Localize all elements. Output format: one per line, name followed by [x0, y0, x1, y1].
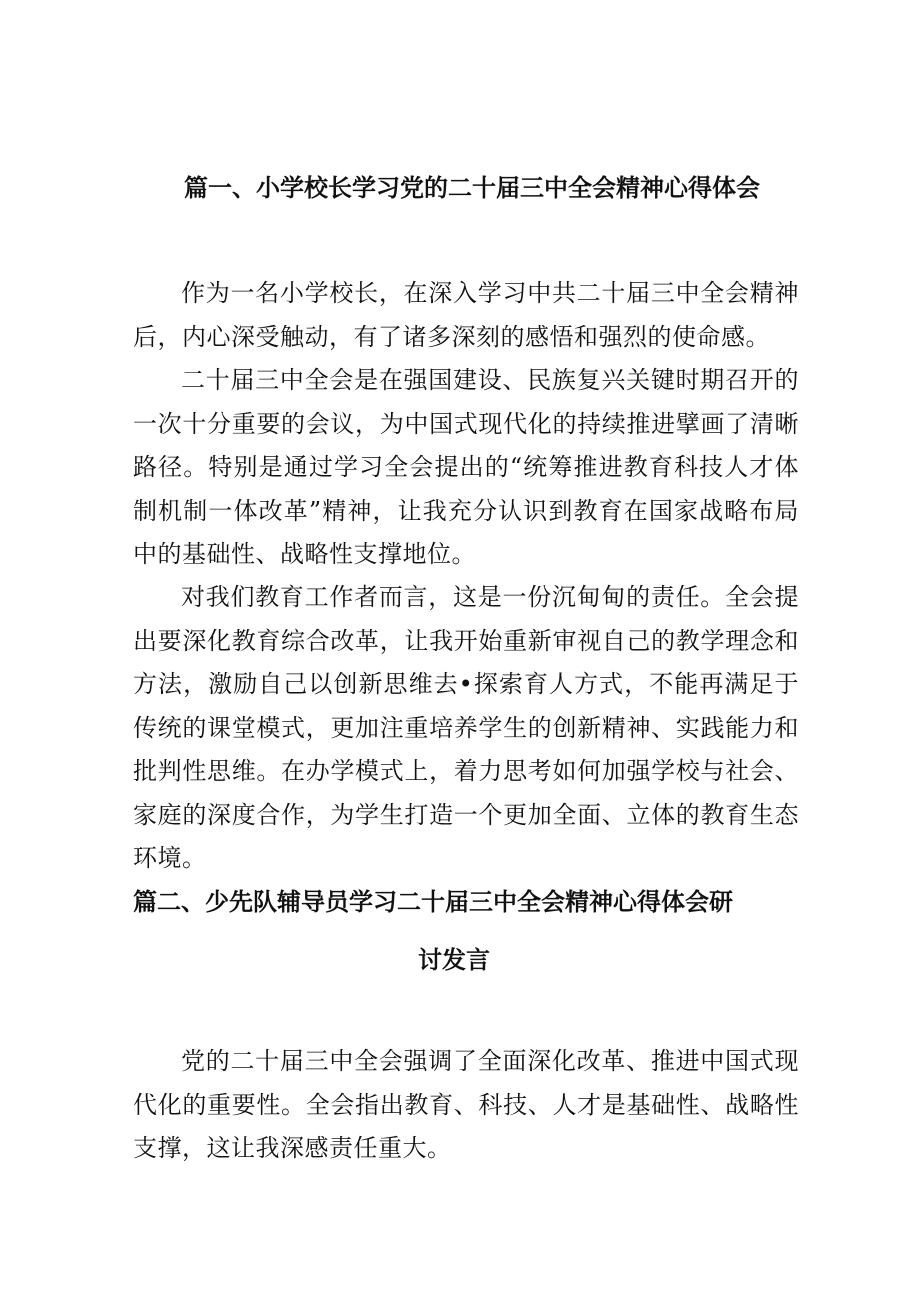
section-2-title-line-1: 篇二、少先队辅导员学习二十届三中全会精神心得体会研 [133, 888, 733, 916]
section-1-paragraph-2: 二十届三中全会是在强国建设、民族复兴关键时期召开的一次十分重要的会议，为中国式现代化的持续推进擘画了清晰路径。特别是通过学习全会提出的“统筹推进教育科技人才体制机制一体改革”精神，让我充分认识到教育在国家战略布局中的基础性、战略性支撑地位。 [133, 366, 799, 568]
section-1-paragraph-3: 对我们教育工作者而言，这是一份沉甸甸的责任。全会提出要深化教育综合改革，让我开始重新审视自己的教学理念和方法，激励自己以创新思维去•探索育人方式，不能再满足于传统的课堂模式，更加注重培养学生的创新精神、实践能力和批判性思维。在办学模式上，着力思考如何加强学校与社会、家庭的深度合作，为学生打造一个更加全面、立体的教育生态环境。 [133, 583, 799, 872]
section-2-paragraph-1: 党的二十届三中全会强调了全面深化改革、推进中国式现代化的重要性。全会指出教育、科技、人才是基础性、战略性支撑，这让我深感责任重大。 [133, 1047, 799, 1162]
section-1-paragraph-1: 作为一名小学校长，在深入学习中共二十届三中全会精神后，内心深受触动，有了诸多深刻的感悟和强烈的使命感。 [133, 279, 799, 351]
section-1-title: 篇一、小学校长学习党的二十届三中全会精神心得体会 [184, 174, 760, 202]
section-2-title-line-2: 讨发言 [418, 946, 490, 974]
